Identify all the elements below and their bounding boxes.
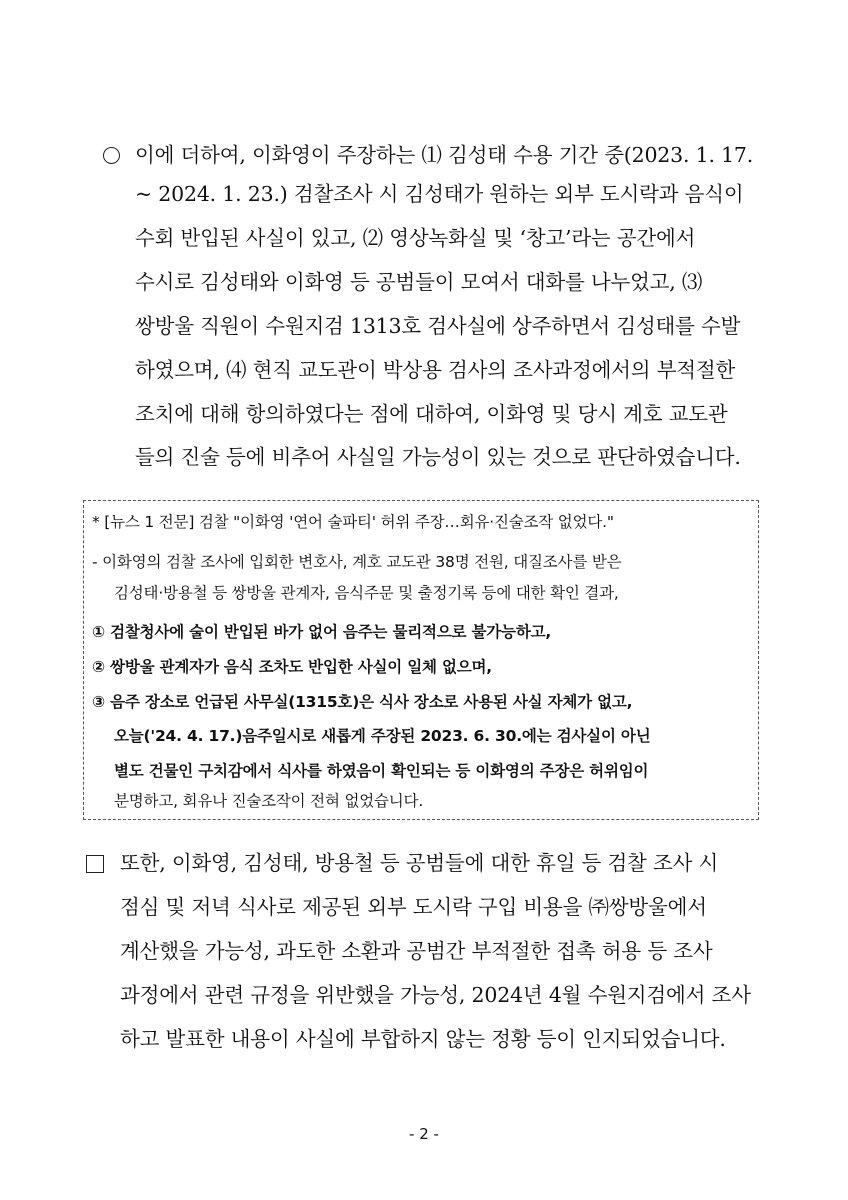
news-intro-line: - 이화영의 검찰 조사에 입회한 변호사, 계호 교도관 38명 전원, 대질조사를 받은 [92,553,622,571]
paragraph-line: 하였으며, ⑷ 현직 교도관이 박상용 검사의 조사과정에서의 부적절한 [135,358,736,382]
paragraph-line: 이에 더하여, 이화영이 주장하는 ⑴ 김성태 수용 기간 중(2023. 1. 17. [135,143,754,167]
paragraph-line: 쌍방울 직원이 수원지검 1313호 검사실에 상주하면서 김성태를 수발 [135,314,741,338]
news-item-3-line: ③ 음주 장소로 언급된 사무실(1315호)은 식사 장소로 사용된 사실 자체가 없고, [92,693,633,711]
circle-bullet-icon [103,147,120,164]
paragraph-line: 수시로 김성태와 이화영 등 공범들이 모여서 대화를 나누었고, ⑶ [135,270,703,294]
news-quote-box [83,500,759,820]
news-intro-line: 김성태·방용철 등 쌍방울 관계자, 음식주문 및 출정기록 등에 대한 확인 결과, [114,584,619,602]
paragraph-line: 또한, 이화영, 김성태, 방용철 등 공범들에 대한 휴일 등 검찰 조사 시 [120,851,719,875]
news-item-3-line: 오늘('24. 4. 17.)음주일시로 새롭게 주장된 2023. 6. 30.에는 검사실이 아닌 [114,727,651,745]
paragraph-line: 수회 반입된 사실이 있고, ⑵ 영상녹화실 및 ‘창고’라는 공간에서 [135,226,696,250]
paragraph-line: 조치에 대해 항의하였다는 점에 대하여, 이화영 및 당시 계호 교도관 [135,402,728,426]
square-bullet-icon [86,855,104,873]
paragraph-line: 계산했을 가능성, 과도한 소환과 공범간 부적절한 접촉 허용 등 조사 [120,939,713,963]
news-item-3-line: 분명하고, 회유나 진술조작이 전혀 없었습니다. [114,792,424,810]
news-item-1: ① 검찰청사에 술이 반입된 바가 없어 음주는 물리적으로 불가능하고, [92,623,552,641]
page-number: - 2 - [409,1125,439,1143]
news-header: * [뉴스 1 전문] 검찰 "이화영 '연어 술파티' 허위 주장…회유·진술조작 없었다." [92,513,614,531]
paragraph-line: 점심 및 저녁 식사로 제공된 외부 도시락 구입 비용을 ㈜쌍방울에서 [120,895,707,919]
paragraph-line: 과정에서 관련 규정을 위반했을 가능성, 2024년 4월 수원지검에서 조사 [120,983,751,1007]
paragraph-line: ~ 2024. 1. 23.) 검찰조사 시 김성태가 원하는 외부 도시락과 음식이 [135,182,744,206]
news-item-3-line: 별도 건물인 구치감에서 식사를 하였음이 확인되는 등 이화영의 주장은 허위임이 [114,762,649,780]
paragraph-line: 들의 진술 등에 비추어 사실일 가능성이 있는 것으로 판단하였습니다. [135,445,741,469]
paragraph-line: 하고 발표한 내용이 사실에 부합하지 않는 정황 등이 인지되었습니다. [120,1027,726,1051]
news-item-2: ② 쌍방울 관계자가 음식 조차도 반입한 사실이 일체 없으며, [92,658,492,676]
